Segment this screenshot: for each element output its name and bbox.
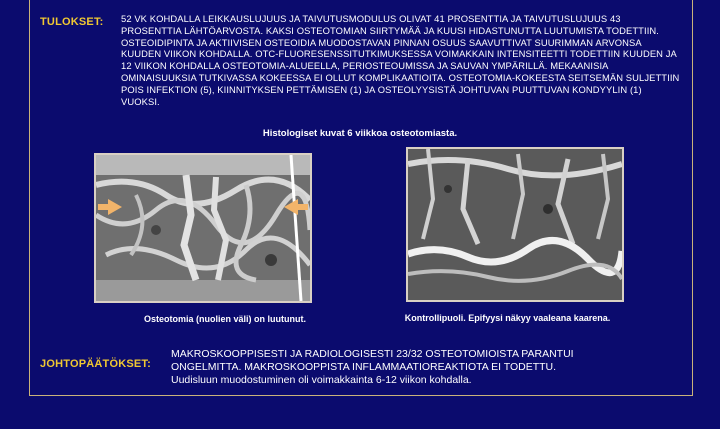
histology-image-osteotomy (94, 153, 312, 303)
histology-control-drawing (408, 149, 622, 300)
conclusions-line-2: ONGELMITTA. MAKROSKOOPPISTA INFLAMMAATIOREAKTIOTA EI TODETTU. (171, 360, 557, 373)
histology-image-control (406, 147, 624, 302)
left-figure-caption: Osteotomia (nuolien väli) on luutunut. (144, 314, 306, 324)
conclusions-line-1: MAKROSKOOPPISESTI JA RADIOLOGISESTI 23/32 OSTEOTOMIOISTA PARANTUI (171, 348, 574, 360)
histology-osteotomy-drawing (96, 155, 310, 301)
conclusions-label: JOHTOPÄÄTÖKSET: (40, 358, 151, 370)
conclusions-line-3: Uudisluun muodostuminen oli voimakkainta 6-12 viikon kohdalla. (171, 373, 472, 386)
conclusions-text (171, 348, 671, 386)
results-label: TULOKSET: (40, 16, 104, 28)
right-figure-caption: Kontrollipuoli. Epifyysi näkyy vaaleana kaarena. (404, 313, 611, 323)
results-text: 52 VK KOHDALLA LEIKKAUSLUJUUS JA TAIVUTUSMODULUS OLIVAT 41 PROSENTTIA JA TAIVUTUSLUJUUS 43 PROSENTTIA LÄHTÖARVOSTA. KAKSI OSTEOTOMIAN SIIRTYMÄÄ JA KUUSI HIDASTUNUTTA LUUTUMISTA TODETTIIN. OSTEOIDIPINTA JA AKTIIVISEN OSTEOIDIA MUODOSTAVAN PINNAN OSUUS SAAVUTTIVAT SUURIMMAN ARVONSA KUUDEN VIIKON KOHDALLA. OTC-FLUORESENSSITUTKIMUKSESSA VOIMAKKAIN INTENSITEETTI TODETTIIN KUUDEN JA 12 VIIKON KOHDALLA OSTEOTOMIA-ALUEELLA, PERIOSTEOUMISSA JA SAUVAN YMPÄRILLÄ. MEKAANISIA OMINAISUUKSIA TUTKIVASSA KOKEESSA EI OLLUT KOMPLIKAATIOITA. OSTEOTOMIA-KOKEESTA SEITSEMÄN SULJETTIIN POIS INFEKTION (5), KIINNITYKSEN PETTÄMISEN (1) JA OSTEOLYYSISTÄ JOHTUVAN PUUTTUVAN KONDYYLIN (1) VUOKSI. (121, 13, 680, 107)
figures-title: Histologiset kuvat 6 viikkoa osteotomiasta. (262, 128, 458, 139)
